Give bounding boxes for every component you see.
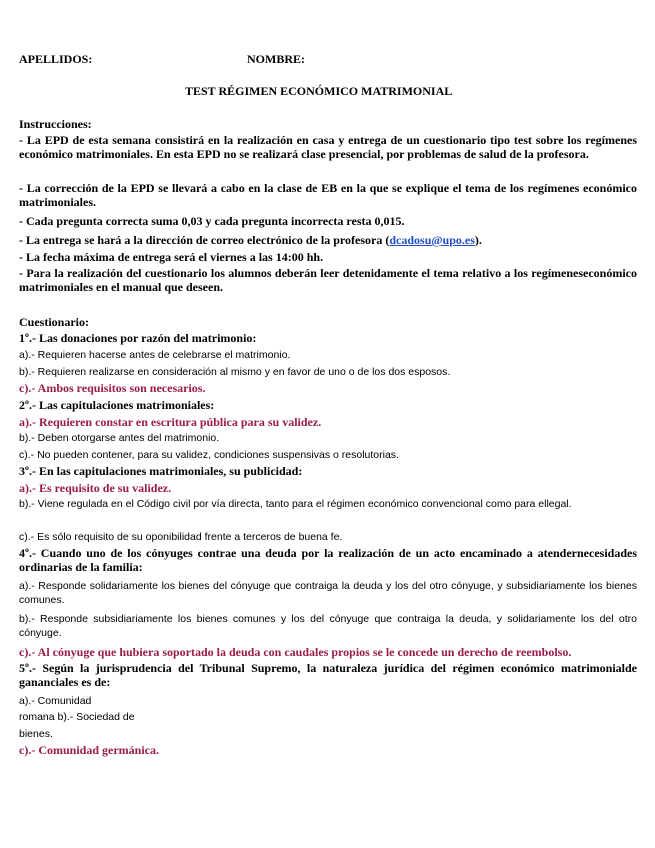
option-1b: b).- Requieren realizarse en consideración al mismo y en favor de uno o de los dos esposos. — [19, 366, 451, 378]
option-2a-correct: a).- Requieren constar en escritura pública para su validez. — [19, 415, 322, 429]
questionnaire-heading: Cuestionario: — [19, 315, 89, 329]
option-4b: b).- Responde subsidiariamente los bienes comunes y los del cónyuge que contraiga la deuda, y solidariamente los del otro cónyuge. — [19, 613, 637, 639]
option-2c: c).- No pueden contener, para su validez, condiciones suspensivas o resolutorias. — [19, 449, 399, 461]
option-5a: a).- Comunidad — [19, 695, 92, 707]
instruction-item: - La fecha máxima de entrega será el viernes a las 14:00 hh. — [19, 250, 324, 264]
instruction-item: - La EPD de esta semana consistirá en la realización en casa y entrega de un cuestionario tipo test sobre los regímenes económico matrimoniales. En esta EPD no se realizará clase presencial, por problemas de salud de la profesora. — [19, 133, 637, 161]
question-3: 3º.- En las capitulaciones matrimoniales, su publicidad: — [19, 464, 303, 478]
option-3b: b).- Viene regulada en el Código civil por vía directa, tanto para el régimen económico convencional como para ellegal. — [19, 498, 572, 510]
instruction-item: - Para la realización del cuestionario los alumnos deberán leer detenidamente el tema relativo a los regímeneseconómico matrimoniales en el manual que deseen. — [19, 266, 637, 294]
option-5b-cont: bienes. — [19, 728, 53, 740]
apellidos-label: APELLIDOS: — [19, 52, 93, 66]
option-4a: a).- Responde solidariamente los bienes del cónyuge que contraiga la deuda y los del otro cónyuge, y subsidiariamente los bienes comunes. — [19, 580, 637, 606]
instruction-item-email: - La entrega se hará a la dirección de correo electrónico de la profesora (dcadosu@upo.es). — [19, 233, 482, 247]
instructions-heading: Instrucciones: — [19, 117, 92, 131]
option-3a-correct: a).- Es requisito de su validez. — [19, 481, 172, 495]
option-3c: c).- Es sólo requisito de su oponibilidad frente a terceros de buena fe. — [19, 531, 343, 543]
instruction-item: - Cada pregunta correcta suma 0,03 y cada pregunta incorrecta resta 0,015. — [19, 214, 405, 228]
question-2: 2º.- Las capitulaciones matrimoniales: — [19, 398, 215, 412]
question-5: 5º.- Según la jurisprudencia del Tribunal Supremo, la naturaleza jurídica del régimen económico matrimonialde gananciales es de: — [19, 661, 637, 689]
page-title: TEST RÉGIMEN ECONÓMICO MATRIMONIAL — [185, 84, 453, 98]
email-link[interactable]: dcadosu@upo.es — [389, 233, 475, 247]
option-4c-correct: c).- Al cónyuge que hubiera soportado la deuda con caudales propios se le concede un derecho de reembolso. — [19, 645, 572, 659]
question-1: 1º.- Las donaciones por razón del matrimonio: — [19, 331, 257, 345]
option-1c-correct: c).- Ambos requisitos son necesarios. — [19, 381, 206, 395]
option-2b: b).- Deben otorgarse antes del matrimonio. — [19, 432, 220, 444]
option-5a-cont: romana b).- Sociedad de — [19, 711, 135, 723]
nombre-label: NOMBRE: — [247, 52, 305, 66]
instruction-item: - La corrección de la EPD se llevará a cabo en la clase de EB en la que se explique el tema de los regímenes económico matrimoniales. — [19, 181, 637, 209]
question-4: 4º.- Cuando uno de los cónyuges contrae una deuda por la realización de un acto encaminado a atendernecesidades ordinarias de la familia: — [19, 546, 637, 574]
option-1a: a).- Requieren hacerse antes de celebrarse el matrimonio. — [19, 349, 291, 361]
option-5c-correct: c).- Comunidad germánica. — [19, 743, 159, 757]
